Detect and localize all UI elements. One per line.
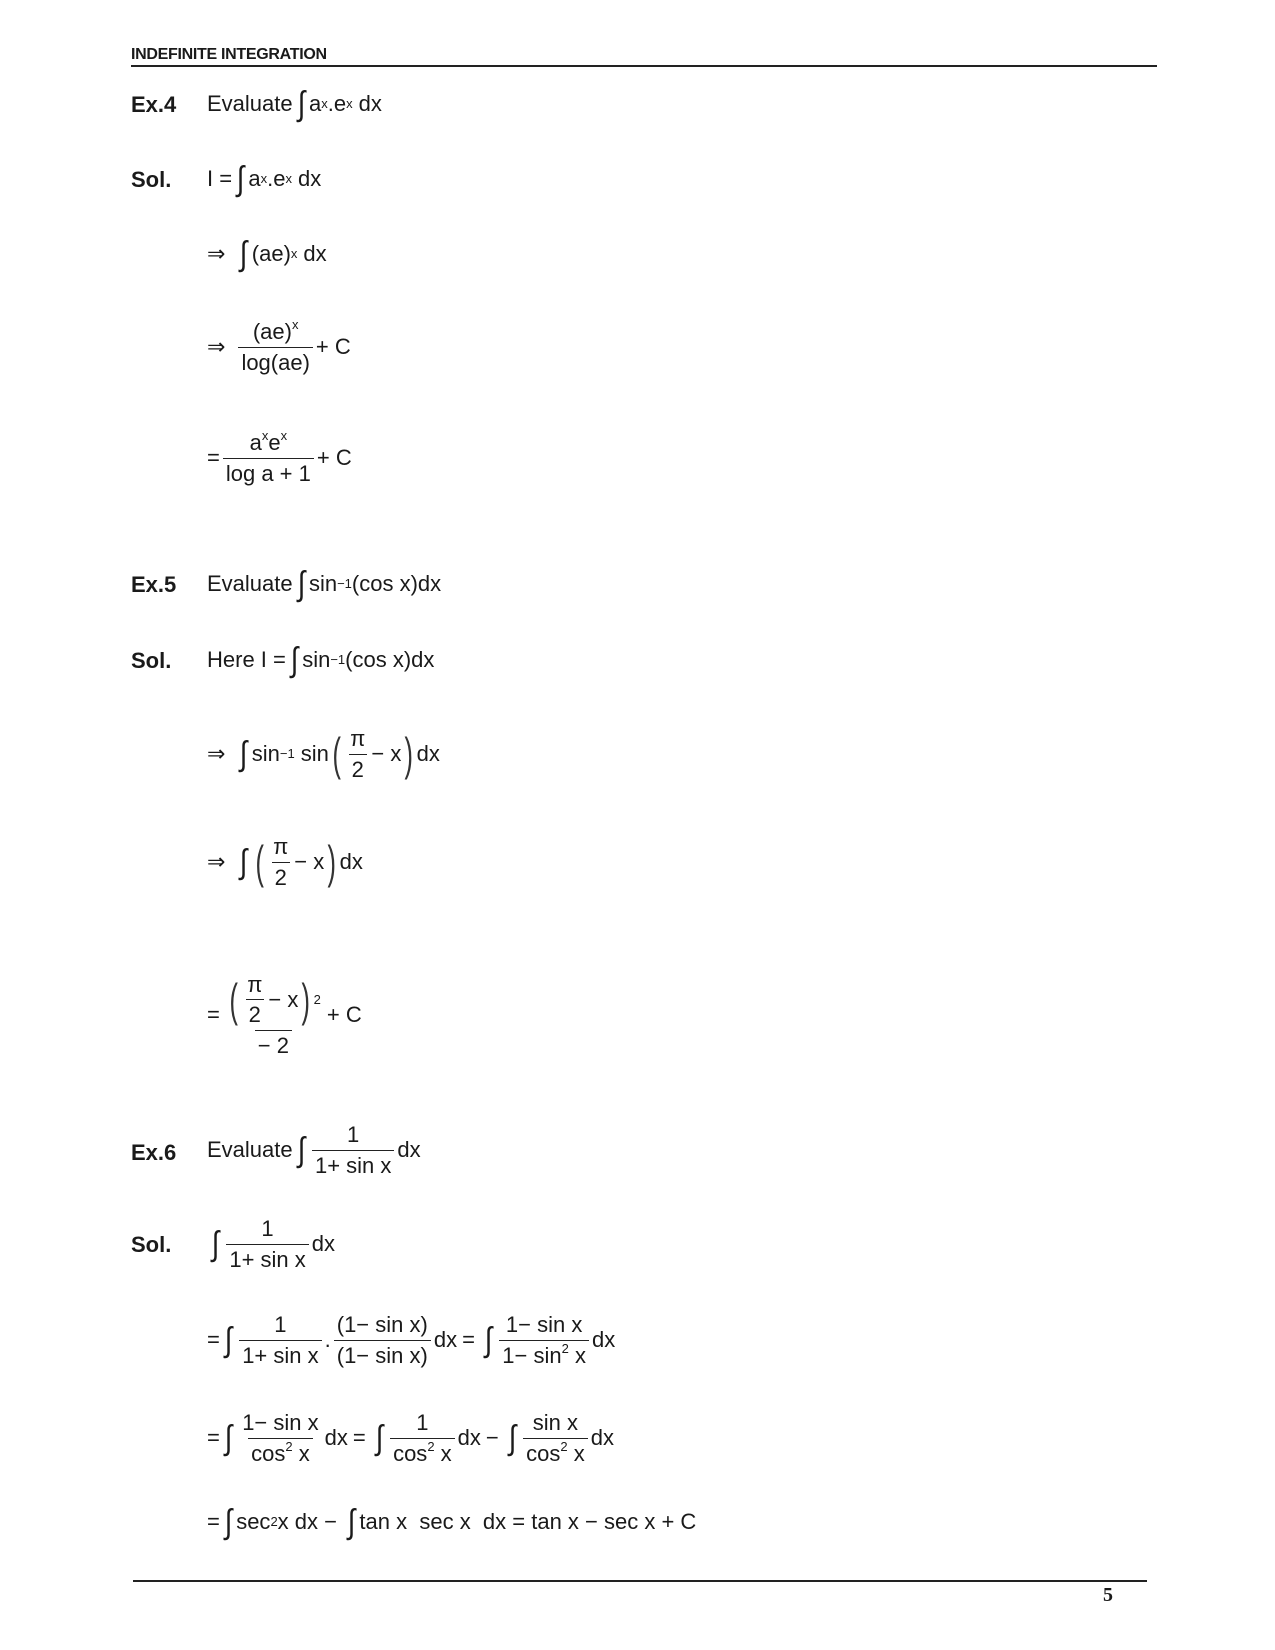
fraction: $\frac{\text{(1− sin x)}}{\text{(1− sin x)}}$: [334, 1312, 431, 1368]
fraction: $\frac{\text{1− sin x}}{1- \sin^2 x}$: [499, 1312, 589, 1368]
integral-sign-icon: ∫: [297, 85, 306, 123]
example-label-4: Ex.4: [131, 92, 177, 117]
integral-sign-icon: ∫: [224, 1321, 233, 1359]
ex4-step-4: = $\frac{a^xe^x}{\text{log a + 1}}$ + C: [207, 428, 352, 486]
implies-arrow-icon: ⇒: [207, 334, 226, 359]
integral-sign-icon: ∫: [290, 641, 299, 679]
ex4-step-1: I = ∫ a x . e x dx: [207, 160, 322, 198]
fraction: $\frac{1}{\text{1+ sin x}}$: [312, 1122, 394, 1178]
ex4-step-3: ⇒ $\frac{(ae)^x}{\log(ae)}$ + C: [207, 317, 351, 375]
fraction: $\frac{(ae)^x}{\log(ae)}$: [238, 319, 312, 375]
example-6-question: Evaluate ∫ $\frac{1}{\text{1+ sin x}}$ dx: [207, 1122, 421, 1178]
fraction: $\frac{1}{\text{1+ sin x}}$: [239, 1312, 321, 1368]
fraction: $\frac{\text{sin x}}{\cos^2 x}$: [523, 1410, 588, 1466]
fraction: ( $\frac{\pi}{2}$ − x ) 2 − 2: [229, 972, 321, 1058]
integral-sign-icon: ∫: [237, 160, 245, 198]
integral-sign-icon: ∫: [375, 1419, 384, 1457]
integral-sign-icon: ∫: [240, 843, 248, 881]
right-paren-icon: ): [327, 836, 337, 888]
ex6-step-4: = ∫ sec 2 x dx − ∫ tan x sec x dx = tan x − sec x + C: [207, 1503, 697, 1541]
fraction: $\frac{1}{\text{1+ sin x}}$: [226, 1216, 308, 1272]
solution-label-5: Sol.: [131, 648, 172, 673]
fraction: $\frac{\pi}{2}$: [350, 726, 366, 782]
solution-label-4: Sol.: [131, 167, 172, 192]
example-4-question: Evaluate ∫ a x . e x dx: [207, 85, 382, 123]
fraction: $\frac{a^xe^x}{\text{log a + 1}}$: [223, 430, 314, 486]
header-rule: [131, 65, 1157, 67]
integral-sign-icon: ∫: [297, 565, 306, 603]
ex6-step-2: = ∫ $\frac{1}{\text{1+ sin x}}$ . $\frac{\text{(1− sin x)}}{\text{(1− sin x)}}$ dx = ∫ $\frac{\text{1− sin x}}{1- \sin^2 x}$ dx: [207, 1312, 616, 1368]
ex4-step-2: ⇒ ∫ (ae) x dx: [207, 235, 327, 273]
ex5-step-2: ⇒ ∫ sin −1 sin ( $\frac{\pi}{2}$ − x ) dx: [207, 726, 440, 782]
left-paren-icon: (: [255, 836, 264, 888]
ex6-step-3: = ∫ $\frac{\text{1− sin x}}{\cos^2 x}$ dx = ∫ $\frac{1}{\cos^2 x}$ dx − ∫ $\frac{\text{sin x}}{\cos^2 x}$ dx: [207, 1410, 614, 1466]
ex5-step-1: Here I = ∫ sin −1 (cos x) dx: [207, 641, 435, 679]
integral-sign-icon: ∫: [224, 1503, 233, 1541]
integral-sign-icon: ∫: [240, 235, 248, 273]
left-paren-icon: (: [229, 973, 238, 1026]
solution-label-6: Sol.: [131, 1232, 172, 1257]
implies-arrow-icon: ⇒: [207, 741, 226, 766]
running-header: INDEFINITE INTEGRATION: [131, 46, 327, 63]
page-number: 5: [1103, 1584, 1113, 1606]
implies-arrow-icon: ⇒: [207, 241, 226, 266]
left-paren-icon: (: [332, 728, 341, 780]
ex6-step-1: ∫ $\frac{1}{\text{1+ sin x}}$ dx: [211, 1216, 336, 1272]
integral-sign-icon: ∫: [297, 1131, 306, 1169]
ex5-step-4: = ( $\frac{\pi}{2}$ − x ) 2 − 2 + C: [207, 972, 362, 1058]
footer-rule: [133, 1580, 1147, 1582]
example-label-5: Ex.5: [131, 572, 177, 597]
integral-sign-icon: ∫: [348, 1503, 356, 1541]
fraction: $\frac{\pi}{2}$: [273, 834, 289, 890]
right-paren-icon: ): [404, 728, 414, 780]
implies-arrow-icon: ⇒: [207, 849, 226, 874]
ex5-step-3: ⇒ ∫ ( $\frac{\pi}{2}$ − x ) dx: [207, 834, 363, 890]
integral-sign-icon: ∫: [240, 735, 248, 773]
fraction: $\frac{\text{1− sin x}}{\cos^2 x}$: [242, 1410, 319, 1466]
example-label-6: Ex.6: [131, 1140, 177, 1165]
fraction: $\frac{1}{\cos^2 x}$: [390, 1410, 455, 1466]
example-5-question: Evaluate ∫ sin −1 (cos x) dx: [207, 565, 442, 603]
integral-sign-icon: ∫: [211, 1225, 220, 1263]
integral-sign-icon: ∫: [484, 1321, 493, 1359]
integral-sign-icon: ∫: [508, 1419, 517, 1457]
right-paren-icon: ): [301, 973, 311, 1026]
integral-sign-icon: ∫: [224, 1419, 233, 1457]
evaluate-text: Evaluate: [207, 91, 293, 116]
